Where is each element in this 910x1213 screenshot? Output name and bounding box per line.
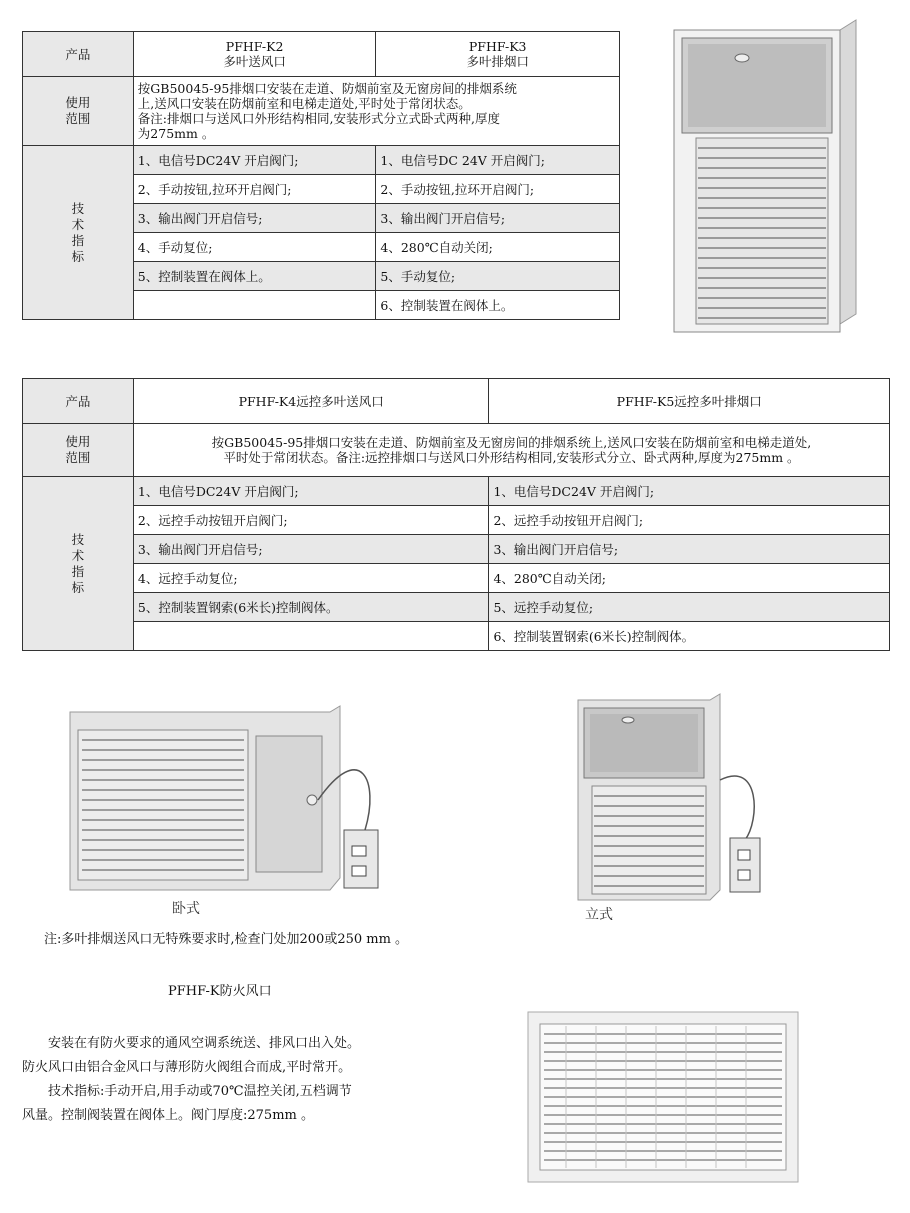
spec-cell: 1、电信号DC 24V 开启阀门; [376,146,620,175]
table-row [23,593,890,622]
spec-cell: 5、远控手动复位; [489,593,890,622]
table-row [23,32,620,77]
table-row [23,146,620,175]
note-text: 注:多叶排烟送风口无特殊要求时,检查门处加200或250 mm 。 [44,932,409,947]
spec-cell: 4、远控手动复位; [133,564,489,593]
spec-table-k2-k3 [22,31,620,320]
spec-cell [133,291,376,320]
spec-cell: 2、远控手动按钮开启阀门; [489,506,890,535]
usage-label: 使用 范围 [23,424,134,477]
caption-vertical: 立式 [585,907,613,923]
product-photo-horizontal-unit [60,700,400,900]
spec-cell: 5、控制装置在阀体上。 [133,262,376,291]
table-row [23,506,890,535]
spec-table-k4-k5 [22,378,890,651]
product-k3-header: PFHF-K3 多叶排烟口 [376,32,620,77]
table-row [23,77,620,146]
section-title: PFHF-K防火风口 [168,984,272,999]
table-row [23,477,890,506]
tech-spec-label: 技 术 指 标 [23,477,134,651]
product-k2-header: PFHF-K2 多叶送风口 [133,32,376,77]
spec-cell: 2、远控手动按钮开启阀门; [133,506,489,535]
spec-cell: 3、输出阀门开启信号; [376,204,620,233]
table-row [23,535,890,564]
spec-cell: 5、手动复位; [376,262,620,291]
spec-cell: 4、手动复位; [133,233,376,262]
table-row [23,424,890,477]
usage-label: 使用 范围 [23,77,134,146]
product-k4-header: PFHF-K4远控多叶送风口 [133,379,489,424]
spec-cell: 2、手动按钮,拉环开启阀门; [133,175,376,204]
spec-cell: 3、输出阀门开启信号; [133,204,376,233]
spec-cell: 6、控制装置钢索(6米长)控制阀体。 [489,622,890,651]
usage-text: 按GB50045-95排烟口安装在走道、防烟前室及无窗房间的排烟系统 上,送风口安装在防烟前室和电梯走道处,平时处于常闭状态。 备注:排烟口与送风口外形结构相同,安装形式分立式卧式两种,厚度 为275mm 。 [133,77,619,146]
spec-cell [133,622,489,651]
product-photo-grille [526,1010,802,1186]
tech-spec-label: 技 术 指 标 [23,146,134,320]
table-row [23,564,890,593]
table-row [23,379,890,424]
product-label: 产品 [23,379,134,424]
table-row [23,622,890,651]
product-k5-header: PFHF-K5远控多叶排烟口 [489,379,890,424]
caption-horizontal: 卧式 [172,901,200,917]
product-label: 产品 [23,32,134,77]
usage-text: 按GB50045-95排烟口安装在走道、防烟前室及无窗房间的排烟系统上,送风口安装在防烟前室和电梯走道处, 平时处于常闭状态。备注:远控排烟口与送风口外形结构相同,安装形式分立、卧式两种,厚度为275mm 。 [133,424,889,477]
product-photo-vertical-controller [570,690,770,910]
body-paragraph: 安装在有防火要求的通风空调系统送、排风口出入处。 防火风口由铝合金风口与薄形防火阀组合而成,平时常开。 技术指标:手动开启,用手动或70℃温控关闭,五档调节 风量。控制阀装置在阀体上。阀门厚度:275mm 。 [22,1036,361,1123]
spec-cell: 3、输出阀门开启信号; [133,535,489,564]
spec-cell: 6、控制装置在阀体上。 [376,291,620,320]
spec-cell: 2、手动按钮,拉环开启阀门; [376,175,620,204]
spec-cell: 1、电信号DC24V 开启阀门; [489,477,890,506]
spec-cell: 1、电信号DC24V 开启阀门; [133,146,376,175]
spec-cell: 1、电信号DC24V 开启阀门; [133,477,489,506]
spec-cell: 4、280℃自动关闭; [376,233,620,262]
spec-cell: 5、控制装置钢索(6米长)控制阀体。 [133,593,489,622]
product-photo-vertical-unit [668,18,860,350]
spec-cell: 3、输出阀门开启信号; [489,535,890,564]
spec-cell: 4、280℃自动关闭; [489,564,890,593]
